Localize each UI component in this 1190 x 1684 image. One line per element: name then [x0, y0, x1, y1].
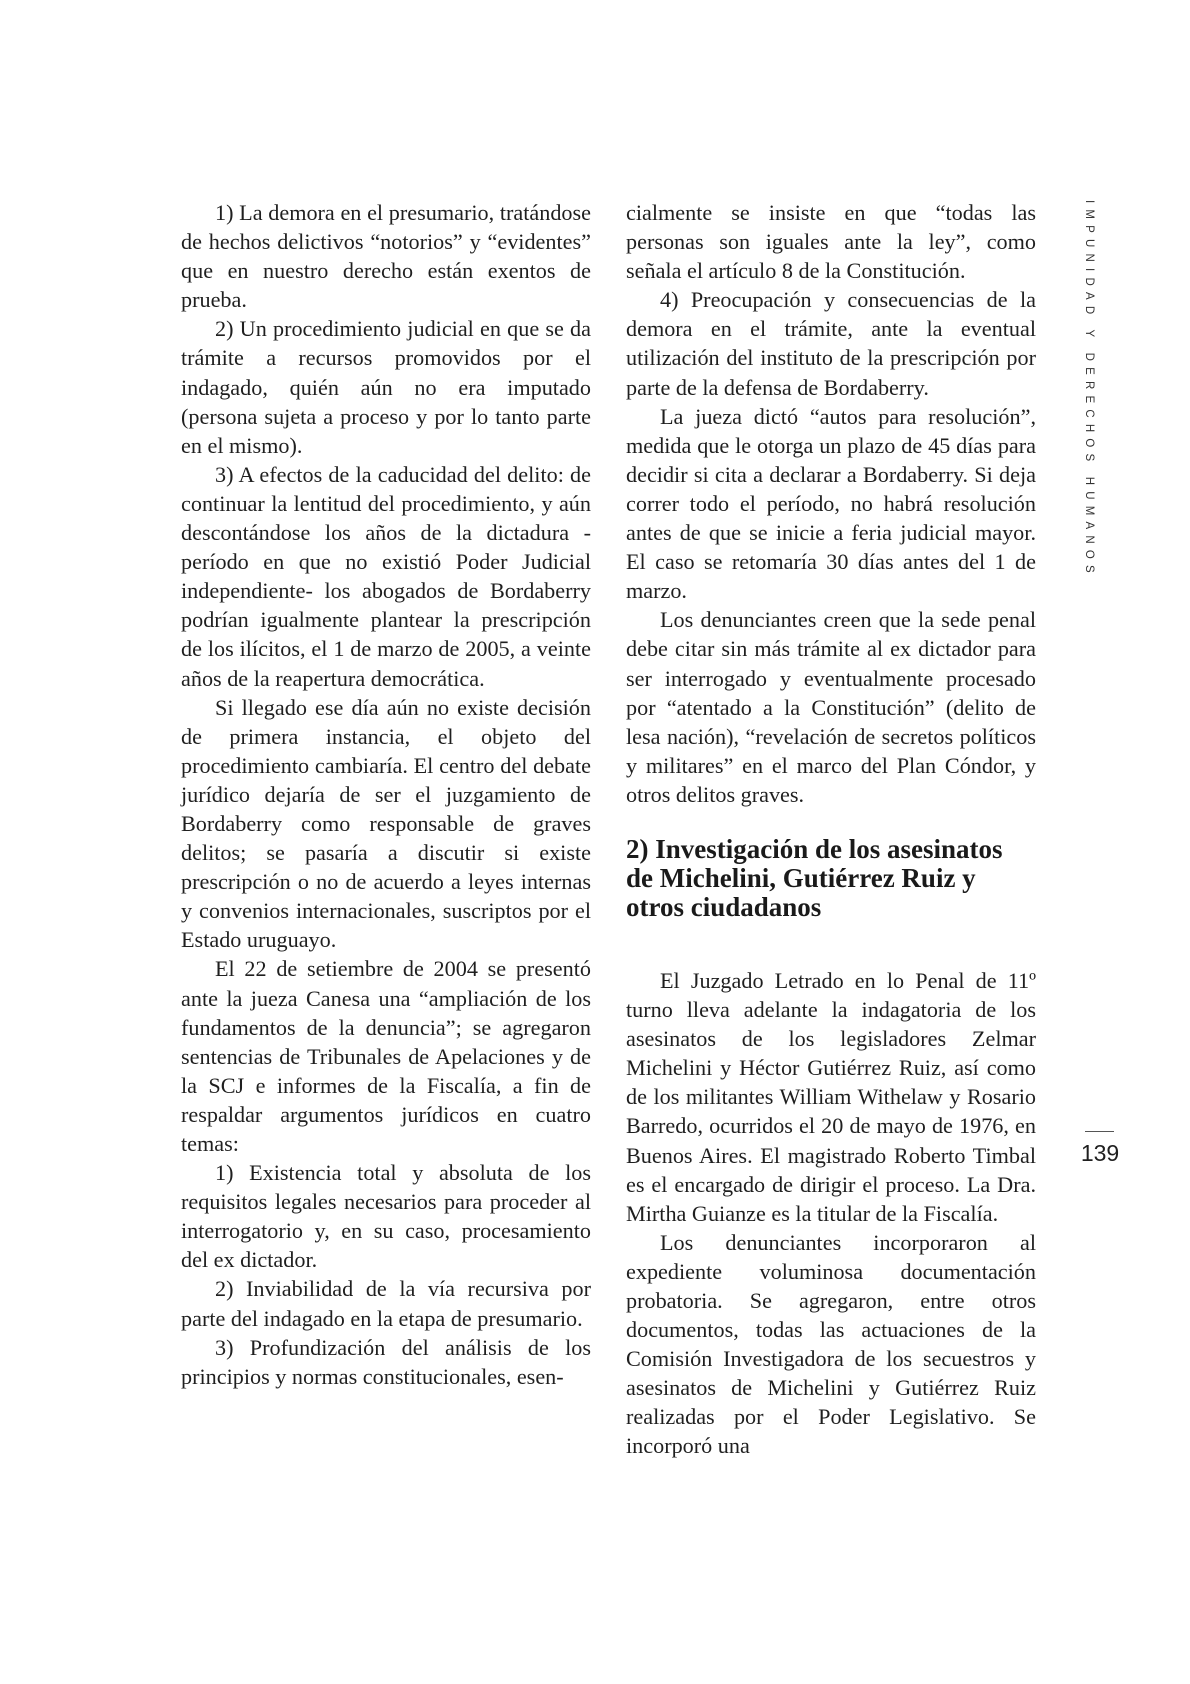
- paragraph: 3) Profundización del análisis de los principios y normas constitucionales, esen-: [181, 1334, 591, 1389]
- paragraph: El 22 de setiembre de 2004 se presentó ante la jueza Canesa una “ampliación de los fundamentos de la denuncia”; se agregaron sentencias de Tribunales de Apelaciones y de la SCJ e informes de la Fiscalía, a fin de respaldar argumentos jurídicos en cuatro temas:: [181, 956, 591, 1156]
- left-column: [181, 198, 591, 1391]
- paragraph: 2) Inviabilidad de la vía recursiva por parte del indagado en la etapa de presumario.: [181, 1276, 591, 1331]
- paragraph: El Juzgado Letrado en lo Penal de 11º turno lleva adelante la indagatoria de los asesinatos de los legisladores Zelmar Michelini y Héctor Gutiérrez Ruiz, así como de los militantes William Withelaw y Rosario Barredo, ocurridos el 20 de mayo de 1976, en Buenos Aires. El magistrado Roberto Timbal es el encargado de dirigir el proceso. La Dra. Mirtha Guianze es la titular de la Fiscalía.: [626, 967, 1036, 1226]
- right-column: [626, 198, 1036, 1461]
- paragraph: 2) Un procedimiento judicial en que se da trámite a recursos promovidos por el indagado, quién aún no era imputado (persona sujeta a proceso y por lo tanto parte en el mismo).: [181, 316, 591, 458]
- paragraph: La jueza dictó “autos para resolución”, medida que le otorga un plazo de 45 días para decidir si cita a declarar a Bordaberry. Si deja correr todo el período, no habrá resolución antes de que se inicie a feria judicial mayor. El caso se retomaría 30 días antes del 1 de marzo.: [626, 403, 1036, 604]
- paragraph: Si llegado ese día aún no existe decisión de primera instancia, el objeto del procedimiento cambiaría. El centro del debate jurídico dejaría de ser el juzgamiento de Bordaberry como responsable de graves delitos; se pasaría a discutir si existe prescripción o no de acuerdo a leyes internas y convenios internacionales, suscriptos por el Estado uruguayo.: [181, 694, 591, 953]
- paragraph: 1) La demora en el presumario, tratándose de hechos delictivos “notorios” y “evidentes” que en nuestro derecho están exentos de prueba.: [181, 200, 591, 313]
- folio-rule: [1085, 1131, 1114, 1132]
- paragraph-continued: cialmente se insiste en que “todas las personas son iguales ante la ley”, como señala el artículo 8 de la Constitución.: [626, 200, 1036, 284]
- paragraph: Los denunciantes incorporaron al expediente voluminosa documentación probatoria. Se agregaron, entre otros documentos, todas las actuaciones de la Comisión Investigadora de los secuestros y asesinatos de Michelini y Gutiérrez Ruiz realizadas por el Poder Legislativo. Se incorporó una: [626, 1229, 1036, 1459]
- section-heading: 2) Investigación de los asesinatos de Michelini, Gutiérrez Ruiz y otros ciudadanos: [626, 833, 1003, 922]
- page-number: 139: [1080, 1140, 1120, 1166]
- paragraph: Los denunciantes creen que la sede penal debe citar sin más trámite al ex dictador para ser interrogado y eventualmente procesado por “atentado a la Constitución” (delito de lesa nación), “revelación de secretos políticos y militares” en el marco del Plan Cóndor, y otros delitos graves.: [626, 607, 1036, 807]
- paragraph: 3) A efectos de la caducidad del delito: de continuar la lentitud del procedimiento, y aún descontándose los años de la dictadura -período en que no existió Poder Judicial independiente- los abogados de Bordaberry podrían igualmente plantear la prescripción de los ilícitos, el 1 de marzo de 2005, a veinte años de la reapertura democrática.: [181, 461, 591, 691]
- paragraph: 1) Existencia total y absoluta de los requisitos legales necesarios para proceder al interrogatorio y, en su caso, procesamiento del ex dictador.: [181, 1160, 591, 1273]
- running-head: IMPUNIDAD Y DERECHOS HUMANOS: [1083, 200, 1095, 579]
- paragraph: 4) Preocupación y consecuencias de la demora en el trámite, ante la eventual utilización del instituto de la prescripción por parte de la defensa de Bordaberry.: [626, 287, 1036, 400]
